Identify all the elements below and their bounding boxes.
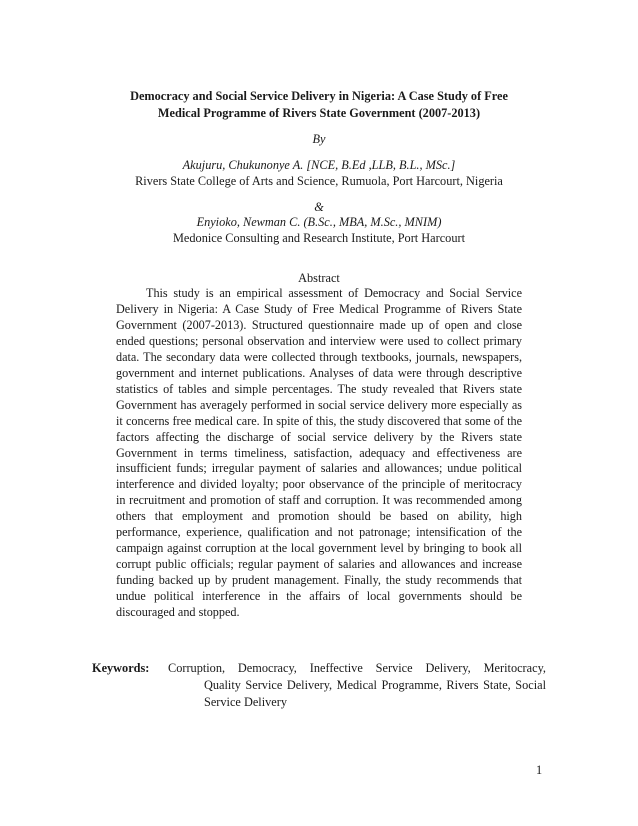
keywords-label: Keywords: — [92, 661, 150, 675]
by-line: By — [312, 132, 326, 146]
author-separator: & — [314, 200, 324, 214]
affiliation-2: Medonice Consulting and Research Institute, Port Harcourt — [173, 231, 465, 245]
title-line-1: Democracy and Social Service Delivery in Nigeria: A Case Study of Free — [130, 89, 508, 103]
abstract-body: This study is an empirical assessment of Democracy and Social Service Delivery in Nigeria: A Case Study of Free Medical Programme of Rivers State Government (2007-2013). Structured questionnaire made up of open and close ended questions; personal observation and interview were used to collect primary data. The secondary data were collected through textbooks, journals, newspapers, government and internet publications. Analyses of data were through descriptive statistics of tables and simple percentages. The study revealed that Rivers state Government has averagely performed in social service delivery more especially as it concerns free medical care. In spite of this, the study discovered that some of the factors affecting the discharge of social service delivery by the Rivers state Government in terms timeliness, satisfaction, adequacy and effectiveness are insufficient funds; irregular payment of salaries and allowances; undue political interference and divided loyalty; poor observance of the principle of meritocracy in recruitment and promotion of staff and corruption. It was recommended among others that employment and promotion should be based on ability, high performance, experience, qualification and not patronage; intensification of the campaign against corruption at the local government level by bringing to book all corrupt public officials; regular payment of salaries and allowances and increase funding backed up by prudent management. Finally, the study recommends that undue political interference in the affairs of local governments should be discouraged and stopped. — [116, 286, 522, 620]
keywords-list — [168, 660, 546, 711]
page-number: 1 — [536, 763, 543, 777]
keywords-line-rest: Quality Service Delivery, Medical Programme, Rivers State, Social Service Delivery — [204, 678, 546, 709]
abstract-heading: Abstract — [298, 271, 340, 285]
author-2: Enyioko, Newman C. (B.Sc., MBA, M.Sc., MNIM) — [196, 215, 442, 229]
affiliation-1: Rivers State College of Arts and Science, Rumuola, Port Harcourt, Nigeria — [135, 174, 503, 188]
paper-title — [100, 88, 538, 122]
keywords-line-1: Corruption, Democracy, Ineffective Service Delivery, Meritocracy, — [168, 661, 546, 675]
title-line-2: Medical Programme of Rivers State Government (2007-2013) — [157, 106, 481, 120]
author-1: Akujuru, Chukunonye A. [NCE, B.Ed ,LLB, B.L., MSc.] — [182, 158, 456, 172]
